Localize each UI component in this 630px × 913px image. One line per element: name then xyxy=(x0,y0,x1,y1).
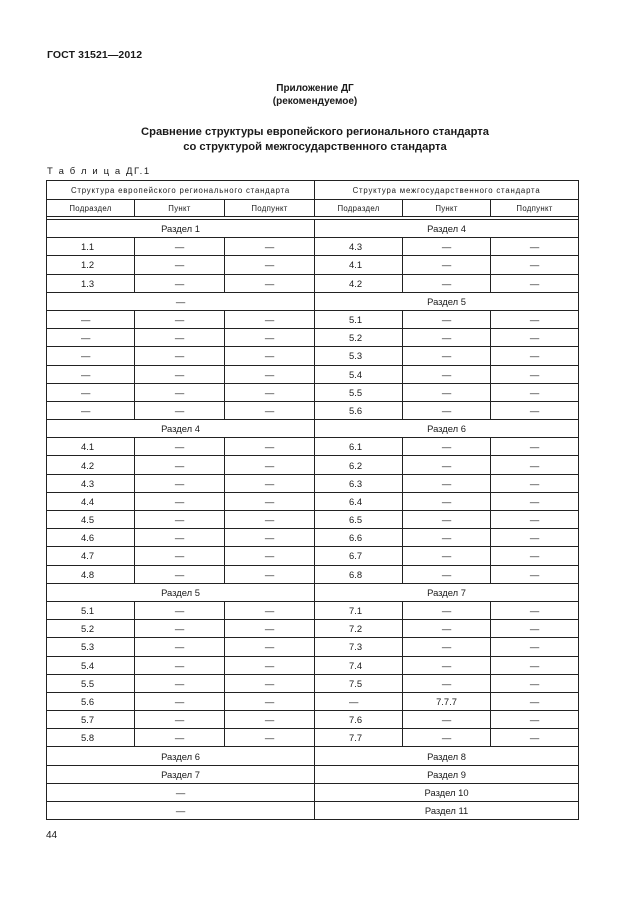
table-cell: — xyxy=(491,692,579,710)
table-cell: — xyxy=(491,492,579,510)
table-cell: — xyxy=(225,438,315,456)
table-cell: 1.1 xyxy=(47,238,135,256)
table-cell: — xyxy=(403,674,491,692)
section-cell-left: — xyxy=(47,783,315,801)
table-cell: — xyxy=(403,256,491,274)
table-row xyxy=(47,492,579,510)
table-cell: 6.1 xyxy=(315,438,403,456)
table-cell: — xyxy=(491,674,579,692)
table-cell: — xyxy=(403,438,491,456)
table-cell: 4.8 xyxy=(47,565,135,583)
table-cell: 6.6 xyxy=(315,529,403,547)
table-cell: 5.8 xyxy=(47,729,135,747)
table-cell: — xyxy=(403,620,491,638)
table-cell: — xyxy=(403,601,491,619)
section-cell-right: Раздел 11 xyxy=(315,802,579,820)
section-cell-left: Раздел 5 xyxy=(47,583,315,601)
section-cell-right: Раздел 4 xyxy=(315,220,579,238)
table-cell: — xyxy=(491,511,579,529)
table-cell: — xyxy=(403,474,491,492)
table-cell: 1.3 xyxy=(47,274,135,292)
table-cell: — xyxy=(403,329,491,347)
table-cell: — xyxy=(225,674,315,692)
table-cell: 4.3 xyxy=(315,238,403,256)
table-cell: — xyxy=(135,383,225,401)
table-row xyxy=(47,692,579,710)
table-cell: 5.2 xyxy=(315,329,403,347)
table-cell: — xyxy=(47,383,135,401)
table-cell: 4.4 xyxy=(47,492,135,510)
table-cell: — xyxy=(135,401,225,419)
table-cell: — xyxy=(225,256,315,274)
table-cell: — xyxy=(135,692,225,710)
table-cell: — xyxy=(225,547,315,565)
table-row xyxy=(47,401,579,419)
table-cell: — xyxy=(491,365,579,383)
table-cell: — xyxy=(225,365,315,383)
table-row xyxy=(47,238,579,256)
table-cell: 6.7 xyxy=(315,547,403,565)
title-line-1: Сравнение структуры европейского регионального стандарта xyxy=(141,126,489,138)
table-cell: — xyxy=(225,711,315,729)
appendix-title: Приложение ДГ xyxy=(276,83,354,94)
table-cell: — xyxy=(135,274,225,292)
table-cell: 7.7 xyxy=(315,729,403,747)
section-cell-right: Раздел 8 xyxy=(315,747,579,765)
table-cell: 5.1 xyxy=(47,601,135,619)
table-cell: — xyxy=(225,492,315,510)
table-cell: — xyxy=(135,529,225,547)
table-cell: 6.4 xyxy=(315,492,403,510)
section-row xyxy=(47,747,579,765)
table-cell: — xyxy=(225,401,315,419)
table-cell: — xyxy=(225,620,315,638)
table-cell: — xyxy=(135,511,225,529)
section-row xyxy=(47,583,579,601)
column-header: Пункт xyxy=(403,200,491,217)
table-cell: 5.4 xyxy=(47,656,135,674)
table-cell: — xyxy=(47,329,135,347)
table-cell: — xyxy=(491,620,579,638)
table-cell: — xyxy=(225,474,315,492)
table-cell: 5.3 xyxy=(315,347,403,365)
table-cell: — xyxy=(225,383,315,401)
table-cell: 4.1 xyxy=(47,438,135,456)
table-row xyxy=(47,274,579,292)
column-header: Подпункт xyxy=(225,200,315,217)
table-cell: 6.8 xyxy=(315,565,403,583)
table-body xyxy=(47,220,579,820)
table-cell: — xyxy=(135,711,225,729)
table-row xyxy=(47,438,579,456)
table-row xyxy=(47,329,579,347)
table-cell: — xyxy=(135,656,225,674)
table-cell: — xyxy=(403,347,491,365)
table-cell: — xyxy=(403,638,491,656)
table-cell: — xyxy=(491,711,579,729)
table-cell: — xyxy=(225,347,315,365)
table-cell: — xyxy=(491,474,579,492)
table-cell: — xyxy=(135,729,225,747)
column-header: Пункт xyxy=(135,200,225,217)
table-cell: 4.1 xyxy=(315,256,403,274)
table-cell: — xyxy=(403,656,491,674)
table-row xyxy=(47,474,579,492)
table-cell: — xyxy=(225,692,315,710)
table-cell: 7.2 xyxy=(315,620,403,638)
table-cell: — xyxy=(225,565,315,583)
section-cell-right: Раздел 6 xyxy=(315,420,579,438)
table-cell: — xyxy=(491,383,579,401)
section-cell-right: Раздел 5 xyxy=(315,292,579,310)
table-cell: — xyxy=(225,238,315,256)
table-cell: — xyxy=(403,383,491,401)
table-cell: — xyxy=(135,365,225,383)
table-cell: — xyxy=(225,456,315,474)
table-cell: — xyxy=(491,274,579,292)
table-cell: — xyxy=(135,638,225,656)
table-row xyxy=(47,620,579,638)
section-cell-right: Раздел 9 xyxy=(315,765,579,783)
column-header: Подпункт xyxy=(491,200,579,217)
table-cell: 6.5 xyxy=(315,511,403,529)
table-cell: — xyxy=(47,310,135,328)
table-cell: 1.2 xyxy=(47,256,135,274)
table-cell: — xyxy=(403,492,491,510)
section-row xyxy=(47,292,579,310)
table-cell: 7.4 xyxy=(315,656,403,674)
section-cell-left: Раздел 1 xyxy=(47,220,315,238)
table-cell: — xyxy=(491,347,579,365)
table-cell: — xyxy=(491,238,579,256)
table-cell: — xyxy=(491,256,579,274)
table-cell: — xyxy=(403,729,491,747)
table-cell: — xyxy=(491,565,579,583)
table-cell: 5.6 xyxy=(47,692,135,710)
table-cell: — xyxy=(491,401,579,419)
table-cell: 5.5 xyxy=(47,674,135,692)
table-cell: — xyxy=(403,401,491,419)
table-cell: — xyxy=(403,511,491,529)
table-row xyxy=(47,729,579,747)
table-cell: — xyxy=(135,347,225,365)
table-row xyxy=(47,365,579,383)
comparison-table xyxy=(46,180,579,820)
table-cell: — xyxy=(403,711,491,729)
table-cell: — xyxy=(225,729,315,747)
table-cell: — xyxy=(225,529,315,547)
table-cell: — xyxy=(135,310,225,328)
table-row xyxy=(47,656,579,674)
section-row xyxy=(47,802,579,820)
column-header: Подраздел xyxy=(47,200,135,217)
table-cell: — xyxy=(225,511,315,529)
title-line-2: со структурой межгосударственного стандарта xyxy=(183,141,447,153)
section-cell-left: Раздел 7 xyxy=(47,765,315,783)
table-row xyxy=(47,347,579,365)
table-cell: — xyxy=(135,492,225,510)
table-cell: 7.3 xyxy=(315,638,403,656)
table-cell: — xyxy=(47,347,135,365)
table-cell: — xyxy=(135,565,225,583)
table-row xyxy=(47,529,579,547)
table-row xyxy=(47,383,579,401)
table-cell: 5.7 xyxy=(47,711,135,729)
table-row xyxy=(47,310,579,328)
table-cell: — xyxy=(135,547,225,565)
table-cell: 4.7 xyxy=(47,547,135,565)
table-cell: — xyxy=(491,656,579,674)
group-header-interstate: Структура межгосударственного стандарта xyxy=(315,181,579,200)
table-cell: — xyxy=(403,274,491,292)
document-header: ГОСТ 31521—2012 xyxy=(47,49,143,61)
appendix-subtitle: (рекомендуемое) xyxy=(272,96,358,107)
table-cell: 7.5 xyxy=(315,674,403,692)
table-cell: — xyxy=(315,692,403,710)
table-cell: 5.4 xyxy=(315,365,403,383)
section-cell-right: Раздел 10 xyxy=(315,783,579,801)
table-row xyxy=(47,256,579,274)
table-cell: 4.3 xyxy=(47,474,135,492)
table-cell: — xyxy=(403,565,491,583)
table-cell: 7.7.7 xyxy=(403,692,491,710)
section-row xyxy=(47,420,579,438)
table-row xyxy=(47,601,579,619)
table-cell: — xyxy=(225,601,315,619)
section-cell-left: Раздел 4 xyxy=(47,420,315,438)
table-cell: — xyxy=(403,310,491,328)
table-cell: — xyxy=(135,474,225,492)
table-cell: — xyxy=(135,456,225,474)
table-cell: — xyxy=(225,274,315,292)
table-row xyxy=(47,711,579,729)
table-cell: 4.5 xyxy=(47,511,135,529)
section-cell-left: — xyxy=(47,802,315,820)
page-number: 44 xyxy=(46,830,58,841)
table-cell: — xyxy=(225,329,315,347)
table-caption: Т а б л и ц а ДГ.1 xyxy=(47,166,151,177)
table-cell: — xyxy=(225,638,315,656)
table-cell: — xyxy=(403,529,491,547)
section-row xyxy=(47,783,579,801)
table-cell: — xyxy=(403,238,491,256)
table-cell: 7.6 xyxy=(315,711,403,729)
table-cell: — xyxy=(135,329,225,347)
table-cell: — xyxy=(491,729,579,747)
table-cell: — xyxy=(491,638,579,656)
table-row xyxy=(47,547,579,565)
table-cell: — xyxy=(491,438,579,456)
table-cell: 5.2 xyxy=(47,620,135,638)
table-row xyxy=(47,638,579,656)
table-cell: — xyxy=(491,547,579,565)
table-cell: 4.2 xyxy=(315,274,403,292)
table-cell: 4.6 xyxy=(47,529,135,547)
table-row xyxy=(47,674,579,692)
table-cell: — xyxy=(491,601,579,619)
table-cell: 5.6 xyxy=(315,401,403,419)
table-cell: — xyxy=(47,365,135,383)
table-cell: — xyxy=(47,401,135,419)
column-header: Подраздел xyxy=(315,200,403,217)
group-header-european: Структура европейского регионального стандарта xyxy=(47,181,315,200)
table-cell: — xyxy=(403,456,491,474)
table-row xyxy=(47,511,579,529)
table-cell: — xyxy=(135,674,225,692)
table-cell: — xyxy=(135,601,225,619)
section-row xyxy=(47,765,579,783)
table-cell: — xyxy=(491,310,579,328)
table-row xyxy=(47,456,579,474)
table-cell: — xyxy=(403,547,491,565)
table-cell: — xyxy=(403,365,491,383)
table-cell: 6.2 xyxy=(315,456,403,474)
table-cell: 5.3 xyxy=(47,638,135,656)
section-cell-left: Раздел 6 xyxy=(47,747,315,765)
table-cell: — xyxy=(135,256,225,274)
table-cell: — xyxy=(491,456,579,474)
section-row xyxy=(47,220,579,238)
table-cell: 4.2 xyxy=(47,456,135,474)
table-cell: 7.1 xyxy=(315,601,403,619)
table-cell: 6.3 xyxy=(315,474,403,492)
table-cell: — xyxy=(135,620,225,638)
table-row xyxy=(47,565,579,583)
table-cell: — xyxy=(135,438,225,456)
table-cell: 5.5 xyxy=(315,383,403,401)
table-cell: — xyxy=(491,529,579,547)
section-cell-left: — xyxy=(47,292,315,310)
table-cell: — xyxy=(135,238,225,256)
table-cell: — xyxy=(225,656,315,674)
section-cell-right: Раздел 7 xyxy=(315,583,579,601)
table-cell: — xyxy=(491,329,579,347)
table-cell: — xyxy=(225,310,315,328)
table-cell: 5.1 xyxy=(315,310,403,328)
